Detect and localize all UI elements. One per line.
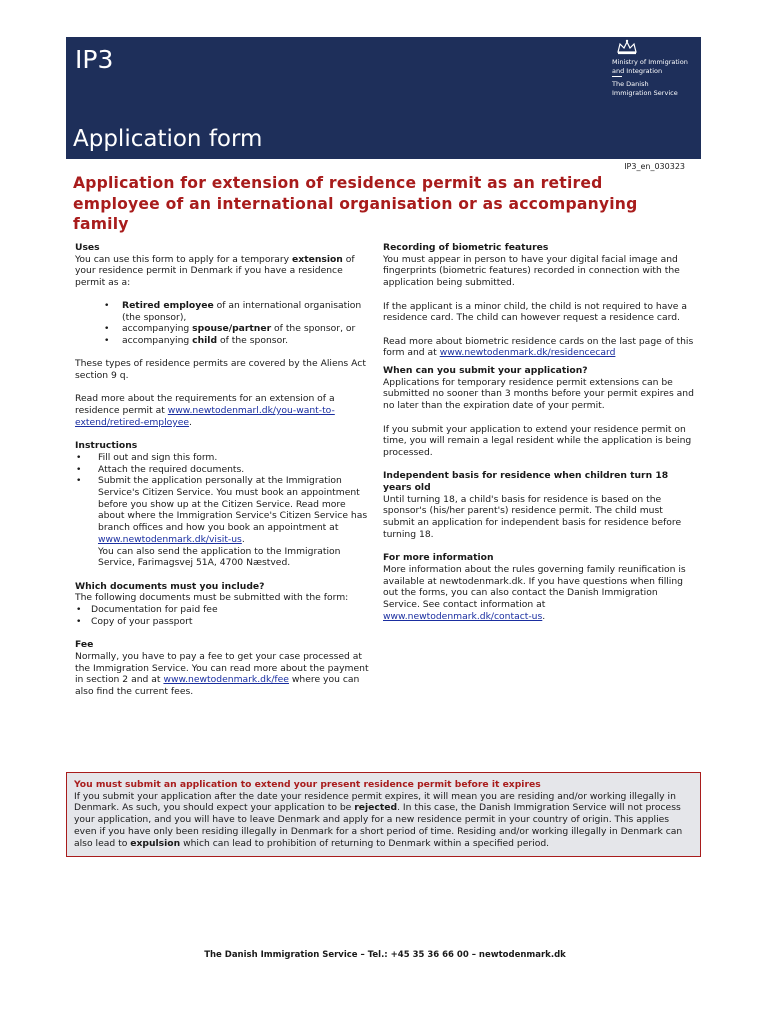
uses-intro: You can use this form to apply for a temporary extension of your residence permit in Denmark if you have a residence permit as a: <box>75 253 355 289</box>
residencecard-link[interactable]: www.newtodenmark.dk/residencecard <box>439 347 616 359</box>
independent-basis-heading: Independent basis for residence when children turn 18 years old <box>383 470 669 493</box>
list-item: • Copy of your passport <box>75 616 375 628</box>
contact-us-link[interactable]: www.newtodenmark.dk/contact-us <box>383 610 543 622</box>
expiry-warning-box <box>66 772 701 857</box>
fee-text: Normally, you have to pay a fee to get your case processed at the Immigration Service. You can read more about the payment in section 2 and at www.newtodenmark.dk/fee where you can also find the current fees. <box>75 650 369 697</box>
ministry-logo <box>612 39 700 97</box>
ministry-name-line-2: and Integration <box>612 66 663 75</box>
instructions-list <box>75 452 375 569</box>
visit-us-link[interactable]: www.newtodenmark.dk/visit-us <box>98 533 242 545</box>
biometric-read-more: Read more about biometric residence cards on the last page of this form and at www.newtodenmark.dk/residencecard <box>383 335 694 359</box>
when-heading: When can you submit your application? <box>383 365 588 376</box>
documents-list <box>75 604 375 627</box>
right-column <box>383 242 695 622</box>
more-info-heading: For more information <box>383 552 494 564</box>
more-info-text: More information about the rules governing family reunification is available at newtodenmark.dk. If you have questions when filling out the forms, you can also contact the Danish Immigration Service. See contact information at www.newtodenmark.dk/contact-us. <box>383 563 686 622</box>
list-item: • Submit the application personally at the Immigration Service's Citizen Service. You must book an appointment before you show up at the Citizen Service. Read more about where the Immigration Service's Citizen Service has branch offices and how you book an appointment at www.newtodenmark.dk/visit-us. You can also send the application to the Immigration Service, Farimagsvej 51A, 4700 Næstved. <box>75 475 375 569</box>
documents-intro: The following documents must be submitted with the form: <box>75 592 349 604</box>
documents-heading: Which documents must you include? <box>75 580 265 592</box>
list-item: • Attach the required documents. <box>75 464 375 476</box>
fee-link[interactable]: www.newtodenmark.dk/fee <box>163 674 289 686</box>
service-name-line-1: The Danish <box>612 80 649 89</box>
uses-heading: Uses <box>75 242 100 253</box>
page-footer: The Danish Immigration Service – Tel.: +45 35 36 66 00 – newtodenmark.dk <box>204 950 566 960</box>
warning-heading: You must submit an application to extend your present residence permit before it expires <box>74 779 541 790</box>
header-banner <box>66 37 701 159</box>
list-item: • Documentation for paid fee <box>75 604 375 616</box>
permit-type-list <box>75 300 375 347</box>
instructions-heading: Instructions <box>75 440 138 452</box>
left-column <box>75 242 375 698</box>
when-text: Applications for temporary residence permit extensions can be submitted no sooner than 3 months before your permit expires and no later than the expiration date of your permit. <box>383 376 694 412</box>
document-reference: IP3_en_030323 <box>624 162 685 171</box>
list-item: • accompanying child of the sponsor. <box>75 335 375 347</box>
list-item: • accompanying spouse/partner of the sponsor, or <box>75 323 375 335</box>
crown-icon <box>616 39 638 55</box>
biometric-heading: Recording of biometric features <box>383 242 549 253</box>
warning-text: If you submit your application after the date your residence permit expires, it will mean you are residing and/or working illegally in Denmark. As such, you should expect your application to be rejected. In this case, the Danish Immigration Service will not process your application, and you will have to leave Denmark and apply for a new residence permit in your country of origin. This applies even if you have only been residing illegally in Denmark for a short period of time. Residing and/or working illegally in Denmark can also lead to expulsion which can lead to prohibition of returning to Denmark within a specified period. <box>74 790 683 849</box>
legal-resident-note: If you submit your application to extend your residence permit on time, you will remain a legal resident while the application is being processed. <box>383 423 692 458</box>
fee-heading: Fee <box>75 639 94 651</box>
biometric-text: You must appear in person to have your digital facial image and fingerprints (biometric features) recorded in connection with the application being submitted. <box>383 253 680 289</box>
aliens-act-note: These types of residence permits are covered by the Aliens Act section 9 q. <box>75 358 366 382</box>
ministry-name-line-1: Ministry of Immigration <box>612 58 688 66</box>
page-title: Application for extension of residence permit as an retired employee of an international organisation or as accompanying family <box>73 174 638 234</box>
retired-employee-link[interactable]: www.newtodenmarl.dk/you-want-to-extend/retired-employee <box>75 405 335 428</box>
form-id: IP3 <box>75 45 114 74</box>
service-name-line-2: Immigration Service <box>612 88 678 97</box>
form-kind-heading: Application form <box>73 126 263 152</box>
requirements-read-more: Read more about the requirements for an extension of a residence permit at www.newtodenmarl.dk/you-want-to-extend/retired-employee. <box>75 393 335 428</box>
minor-child-note: If the applicant is a minor child, the child is not required to have a residence card. The child can however request a residence card. <box>383 300 688 324</box>
list-item: • Fill out and sign this form. <box>75 452 375 464</box>
independent-basis-text: Until turning 18, a child's basis for residence is based on the sponsor's (his/her parent's) residence permit. The child must submit an application for independent basis for residence before turning 18. <box>383 493 682 540</box>
list-item: • Retired employee of an international organisation (the sponsor), <box>75 300 375 323</box>
divider <box>612 76 622 77</box>
